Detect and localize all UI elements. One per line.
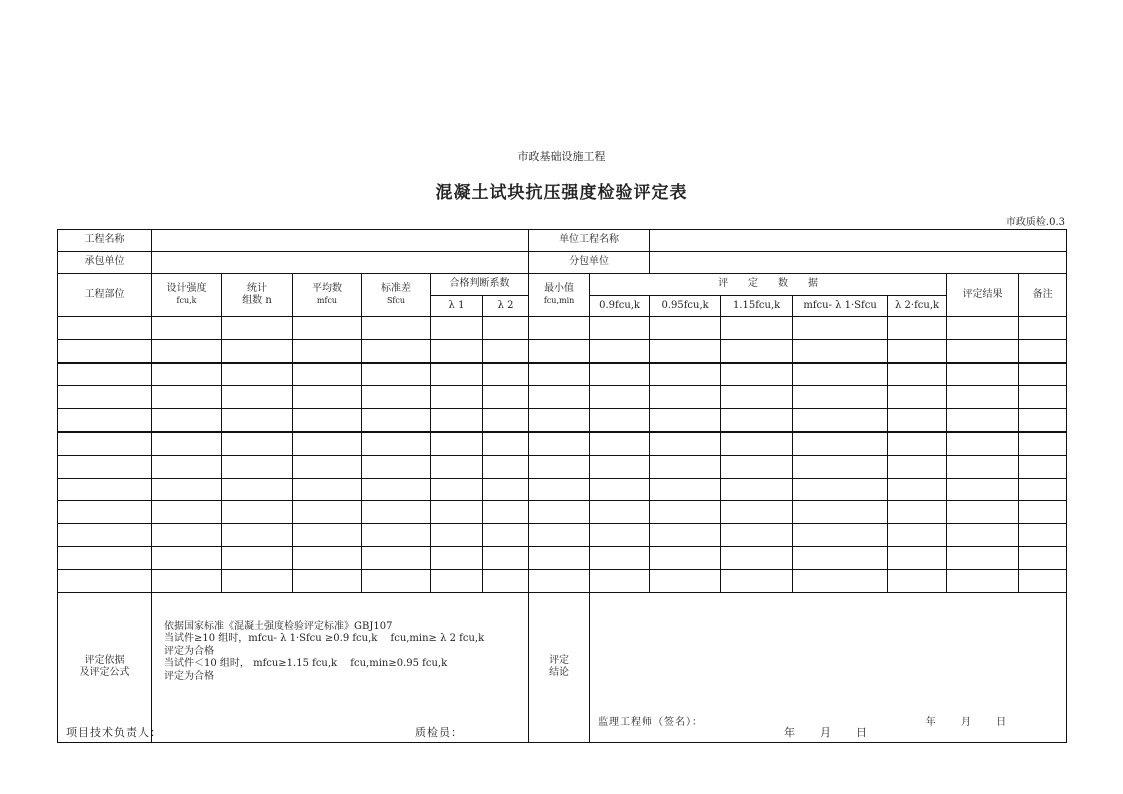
project-name-field[interactable] — [152, 230, 529, 252]
table-cell[interactable] — [58, 478, 152, 501]
table-cell[interactable] — [529, 386, 590, 409]
table-cell[interactable] — [650, 455, 721, 478]
table-cell[interactable] — [947, 363, 1019, 386]
table-cell[interactable] — [590, 363, 650, 386]
table-row — [58, 432, 1067, 455]
table-cell[interactable] — [152, 569, 222, 592]
table-cell[interactable] — [58, 317, 152, 340]
table-cell[interactable] — [362, 524, 431, 547]
table-cell[interactable] — [222, 569, 293, 592]
table-cell[interactable] — [947, 317, 1019, 340]
table-cell[interactable] — [431, 455, 483, 478]
table-row — [58, 569, 1067, 592]
col-min: 最小值 fcu,min — [529, 274, 590, 317]
table-cell[interactable] — [483, 363, 529, 386]
table-cell[interactable] — [650, 386, 721, 409]
table-cell[interactable] — [483, 386, 529, 409]
col-e1: 0.9fcu,k — [590, 296, 650, 317]
table-cell[interactable] — [793, 478, 888, 501]
table-cell[interactable] — [431, 478, 483, 501]
table-cell[interactable] — [293, 478, 362, 501]
table-cell[interactable] — [888, 478, 947, 501]
table-cell[interactable] — [483, 501, 529, 524]
table-cell[interactable] — [1019, 546, 1067, 569]
table-cell[interactable] — [947, 478, 1019, 501]
basis-line: 评定为合格 — [164, 645, 214, 657]
table-row — [58, 386, 1067, 409]
table-cell[interactable] — [793, 409, 888, 432]
table-row — [58, 524, 1067, 547]
col-lambda2: λ 2 — [483, 296, 529, 317]
table-cell[interactable] — [152, 317, 222, 340]
table-cell[interactable] — [650, 409, 721, 432]
table-cell[interactable] — [888, 455, 947, 478]
col-lambda1: λ 1 — [431, 296, 483, 317]
subcontractor-label: 分包单位 — [529, 252, 650, 274]
table-cell[interactable] — [721, 455, 793, 478]
evaluation-table — [57, 229, 1067, 743]
table-cell[interactable] — [293, 386, 362, 409]
table-cell[interactable] — [431, 409, 483, 432]
table-cell[interactable] — [222, 339, 293, 362]
table-cell[interactable] — [293, 339, 362, 362]
table-cell[interactable] — [888, 409, 947, 432]
table-cell[interactable] — [293, 546, 362, 569]
table-cell[interactable] — [650, 546, 721, 569]
table-cell[interactable] — [58, 546, 152, 569]
table-cell[interactable] — [483, 546, 529, 569]
table-cell[interactable] — [293, 409, 362, 432]
table-cell[interactable] — [58, 569, 152, 592]
table-cell[interactable] — [483, 432, 529, 455]
table-cell[interactable] — [590, 524, 650, 547]
table-cell[interactable] — [431, 317, 483, 340]
basis-label: 评定依据 及评定公式 — [58, 592, 152, 742]
table-cell[interactable] — [793, 317, 888, 340]
table-cell[interactable] — [721, 363, 793, 386]
table-cell[interactable] — [152, 478, 222, 501]
table-cell[interactable] — [431, 386, 483, 409]
table-cell[interactable] — [888, 432, 947, 455]
table-cell[interactable] — [947, 524, 1019, 547]
table-cell[interactable] — [483, 524, 529, 547]
table-cell[interactable] — [947, 546, 1019, 569]
table-cell[interactable] — [721, 501, 793, 524]
table-cell[interactable] — [947, 386, 1019, 409]
unit-project-label: 单位工程名称 — [529, 230, 650, 252]
table-cell[interactable] — [793, 455, 888, 478]
table-cell[interactable] — [1019, 339, 1067, 362]
col-remark: 备注 — [1019, 274, 1067, 317]
table-cell[interactable] — [888, 569, 947, 592]
table-row — [58, 339, 1067, 362]
table-cell[interactable] — [58, 455, 152, 478]
table-cell[interactable] — [947, 432, 1019, 455]
table-cell[interactable] — [362, 409, 431, 432]
table-cell[interactable] — [793, 569, 888, 592]
table-cell[interactable] — [1019, 386, 1067, 409]
table-cell[interactable] — [431, 546, 483, 569]
table-cell[interactable] — [650, 317, 721, 340]
table-cell[interactable] — [793, 501, 888, 524]
form-number: 市政质检.0.3 — [1005, 217, 1065, 228]
col-std: 标准差 Sfcu — [362, 274, 431, 317]
table-cell[interactable] — [947, 569, 1019, 592]
table-cell[interactable] — [947, 339, 1019, 362]
table-row — [58, 478, 1067, 501]
table-cell[interactable] — [947, 409, 1019, 432]
table-cell[interactable] — [793, 386, 888, 409]
table-cell[interactable] — [947, 501, 1019, 524]
table-cell[interactable] — [590, 317, 650, 340]
table-cell[interactable] — [888, 501, 947, 524]
basis-line: 当试件≥10 组时，mfcu- λ 1·Sfcu ≥0.9 fcu,k fcu,min≥ λ 2 fcu,k — [164, 633, 485, 645]
table-cell[interactable] — [590, 409, 650, 432]
contractor-field[interactable] — [152, 252, 529, 274]
supervisor-signature-label: 监理工程师（签名）： — [598, 717, 704, 729]
data-rows — [58, 317, 1067, 593]
table-cell[interactable] — [222, 432, 293, 455]
basis-line: 依据国家标准《混凝土强度检验评定标准》GBJ107 — [164, 620, 393, 632]
table-cell[interactable] — [152, 432, 222, 455]
table-cell[interactable] — [1019, 524, 1067, 547]
table-cell[interactable] — [222, 386, 293, 409]
table-cell[interactable] — [483, 455, 529, 478]
table-cell[interactable] — [483, 317, 529, 340]
table-cell[interactable] — [793, 363, 888, 386]
table-cell[interactable] — [222, 409, 293, 432]
col-mean: 平均数 mfcu — [293, 274, 362, 317]
table-cell[interactable] — [362, 363, 431, 386]
table-cell[interactable] — [721, 317, 793, 340]
table-cell[interactable] — [152, 386, 222, 409]
table-cell[interactable] — [590, 339, 650, 362]
table-cell[interactable] — [293, 569, 362, 592]
subcontractor-field[interactable] — [650, 252, 1067, 274]
table-cell[interactable] — [650, 569, 721, 592]
table-cell[interactable] — [888, 317, 947, 340]
table-cell[interactable] — [293, 363, 362, 386]
table-cell[interactable] — [721, 546, 793, 569]
table-cell[interactable] — [650, 363, 721, 386]
table-cell[interactable] — [1019, 363, 1067, 386]
table-cell[interactable] — [222, 524, 293, 547]
table-cell[interactable] — [293, 455, 362, 478]
col-coef: 合格判断系数 — [431, 274, 529, 296]
col-stat-groups: 统计 组数 n — [222, 274, 293, 317]
table-row — [58, 546, 1067, 569]
table-cell[interactable] — [431, 363, 483, 386]
table-row — [58, 501, 1067, 524]
table-cell[interactable] — [650, 501, 721, 524]
contractor-label: 承包单位 — [58, 252, 152, 274]
table-cell[interactable] — [947, 455, 1019, 478]
table-cell[interactable] — [293, 317, 362, 340]
table-cell[interactable] — [483, 409, 529, 432]
table-cell[interactable] — [650, 339, 721, 362]
table-cell[interactable] — [483, 339, 529, 362]
table-cell[interactable] — [362, 569, 431, 592]
table-cell[interactable] — [529, 409, 590, 432]
table-cell[interactable] — [793, 546, 888, 569]
table-cell[interactable] — [362, 317, 431, 340]
table-cell[interactable] — [293, 501, 362, 524]
table-cell[interactable] — [483, 569, 529, 592]
table-cell[interactable] — [58, 524, 152, 547]
table-cell[interactable] — [1019, 478, 1067, 501]
table-cell[interactable] — [529, 363, 590, 386]
col-part: 工程部位 — [58, 274, 152, 317]
unit-project-field[interactable] — [650, 230, 1067, 252]
table-cell[interactable] — [152, 455, 222, 478]
table-cell[interactable] — [793, 432, 888, 455]
table-cell[interactable] — [793, 339, 888, 362]
col-e3: 1.15fcu,k — [721, 296, 793, 317]
table-cell[interactable] — [888, 363, 947, 386]
project-name-label: 工程名称 — [58, 230, 152, 252]
conclusion-field[interactable] — [590, 592, 1067, 742]
table-cell[interactable] — [222, 455, 293, 478]
table-cell[interactable] — [650, 478, 721, 501]
table-cell[interactable] — [888, 339, 947, 362]
table-row — [58, 455, 1067, 478]
table-cell[interactable] — [1019, 455, 1067, 478]
subtitle: 市政基础设施工程 — [517, 150, 606, 163]
table-cell[interactable] — [152, 363, 222, 386]
table-cell[interactable] — [152, 409, 222, 432]
table-cell[interactable] — [650, 524, 721, 547]
table-cell[interactable] — [431, 569, 483, 592]
table-cell[interactable] — [721, 524, 793, 547]
table-row — [58, 317, 1067, 340]
table-cell[interactable] — [222, 546, 293, 569]
table-cell[interactable] — [152, 546, 222, 569]
col-result: 评定结果 — [947, 274, 1019, 317]
table-cell[interactable] — [590, 432, 650, 455]
table-cell[interactable] — [529, 339, 590, 362]
table-cell[interactable] — [58, 409, 152, 432]
table-cell[interactable] — [222, 501, 293, 524]
conclusion-date: 年 月 日 — [925, 717, 1007, 729]
table-cell[interactable] — [58, 501, 152, 524]
table-cell[interactable] — [590, 478, 650, 501]
table-cell[interactable] — [362, 432, 431, 455]
table-cell[interactable] — [362, 386, 431, 409]
table-cell[interactable] — [721, 339, 793, 362]
table-cell[interactable] — [721, 478, 793, 501]
table-cell[interactable] — [58, 386, 152, 409]
table-cell[interactable] — [222, 478, 293, 501]
table-cell[interactable] — [1019, 317, 1067, 340]
table-cell[interactable] — [721, 432, 793, 455]
table-cell[interactable] — [793, 524, 888, 547]
table-cell[interactable] — [58, 432, 152, 455]
table-cell[interactable] — [590, 501, 650, 524]
table-cell[interactable] — [888, 386, 947, 409]
basis-line: 当试件＜10 组时， mfcu≥1.15 fcu,k fcu,min≥0.95 fcu,k — [164, 658, 448, 670]
table-cell[interactable] — [650, 432, 721, 455]
table-cell[interactable] — [888, 524, 947, 547]
table-row — [58, 363, 1067, 386]
table-cell[interactable] — [362, 455, 431, 478]
table-cell[interactable] — [362, 478, 431, 501]
table-cell[interactable] — [1019, 569, 1067, 592]
footer-date: 年 月 日 — [784, 726, 868, 739]
table-cell[interactable] — [362, 501, 431, 524]
table-cell[interactable] — [590, 455, 650, 478]
table-cell[interactable] — [529, 317, 590, 340]
col-e2: 0.95fcu,k — [650, 296, 721, 317]
table-cell[interactable] — [362, 546, 431, 569]
table-cell[interactable] — [590, 386, 650, 409]
table-cell[interactable] — [152, 339, 222, 362]
table-cell[interactable] — [222, 317, 293, 340]
table-cell[interactable] — [721, 569, 793, 592]
page-title: 混凝土试块抗压强度检验评定表 — [435, 183, 688, 203]
table-cell[interactable] — [431, 524, 483, 547]
table-cell[interactable] — [222, 363, 293, 386]
table-cell[interactable] — [529, 432, 590, 455]
table-cell[interactable] — [529, 524, 590, 547]
table-cell[interactable] — [483, 478, 529, 501]
table-cell[interactable] — [58, 363, 152, 386]
basis-line: 评定为合格 — [164, 670, 214, 682]
table-row — [58, 409, 1067, 432]
tech-lead-label: 项目技术负责人： — [66, 726, 162, 739]
table-cell[interactable] — [888, 546, 947, 569]
table-cell[interactable] — [590, 546, 650, 569]
table-cell[interactable] — [1019, 432, 1067, 455]
col-design-strength: 设计强度 fcu,k — [152, 274, 222, 317]
table-cell[interactable] — [1019, 409, 1067, 432]
table-cell[interactable] — [721, 386, 793, 409]
inspector-label: 质检员： — [415, 726, 463, 739]
table-cell[interactable] — [590, 569, 650, 592]
table-cell[interactable] — [529, 569, 590, 592]
table-cell[interactable] — [362, 339, 431, 362]
table-cell[interactable] — [529, 478, 590, 501]
table-cell[interactable] — [529, 501, 590, 524]
conclusion-label: 评定 结论 — [529, 592, 590, 742]
table-cell[interactable] — [152, 524, 222, 547]
col-e4: mfcu- λ 1·Sfcu — [793, 296, 888, 317]
table-cell[interactable] — [431, 339, 483, 362]
table-cell[interactable] — [152, 501, 222, 524]
table-cell[interactable] — [293, 432, 362, 455]
basis-text — [152, 592, 529, 742]
col-eval-data: 评 定 数 据 — [590, 274, 947, 296]
table-cell[interactable] — [58, 339, 152, 362]
table-cell[interactable] — [293, 524, 362, 547]
table-cell[interactable] — [431, 501, 483, 524]
table-cell[interactable] — [721, 409, 793, 432]
table-cell[interactable] — [529, 546, 590, 569]
col-e5: λ 2·fcu,k — [888, 296, 947, 317]
table-cell[interactable] — [529, 455, 590, 478]
table-cell[interactable] — [1019, 501, 1067, 524]
table-cell[interactable] — [431, 432, 483, 455]
